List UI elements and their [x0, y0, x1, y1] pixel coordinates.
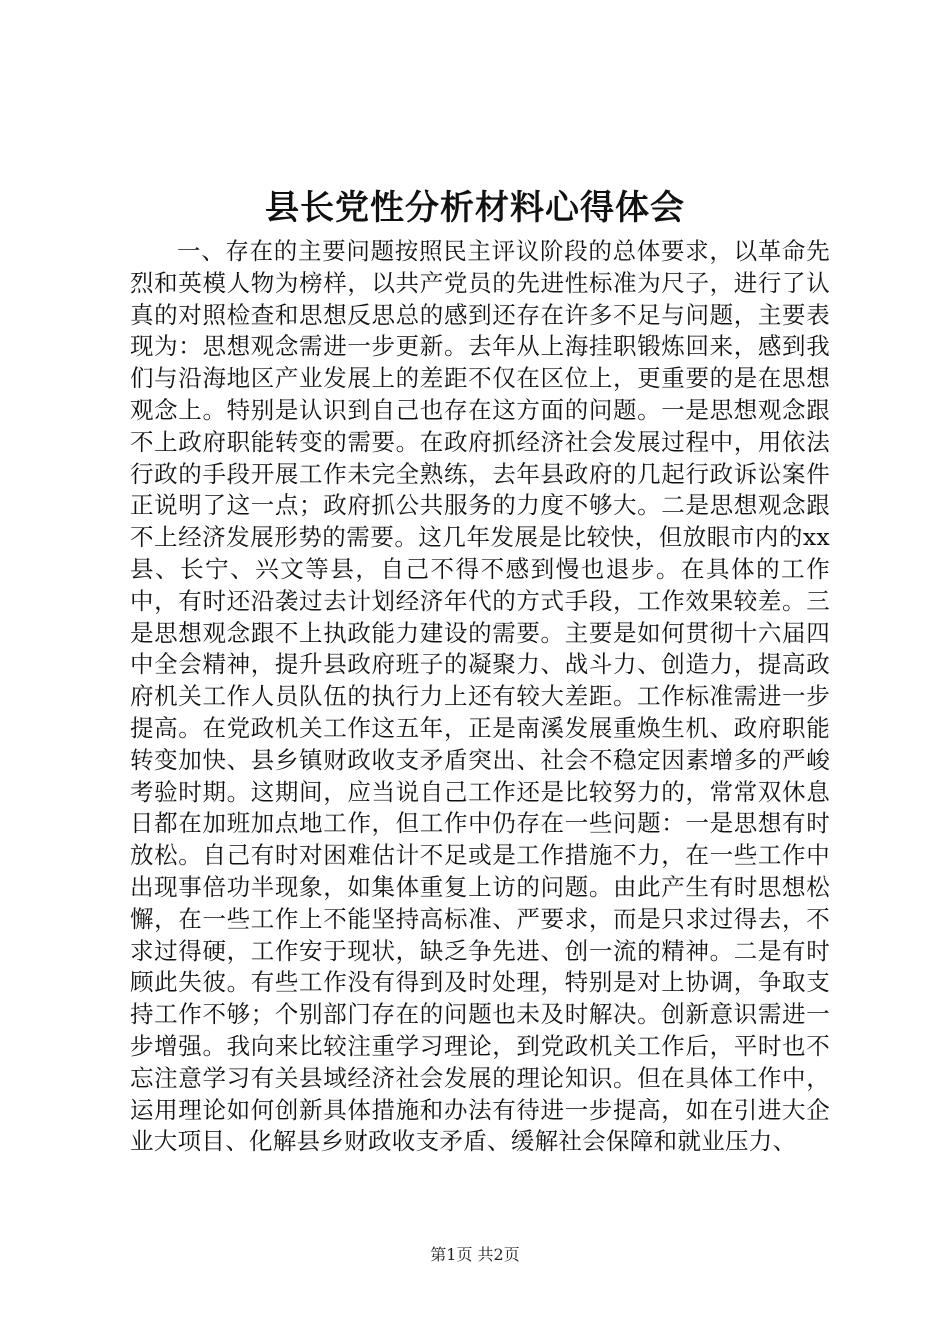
document-title: 县长党性分析材料心得体会	[265, 188, 685, 228]
document-body-paragraph: 一、存在的主要问题按照民主评议阶段的总体要求，以革命先烈和英模人物为榜样，以共产党员的先进性标准为尺子，进行了认真的对照检查和思想反思总的感到还存在许多不足与问题，主要表现为：思想观念需进一步更新。去年从上海挂职锻炼回来，感到我们与沿海地区产业发展上的差距不仅在区位上，更重要的是在思想观念上。特别是认识到自己也存在这方面的问题。一是思想观念跟不上政府职能转变的需要。在政府抓经济社会发展过程中，用依法行政的手段开展工作未完全熟练，去年县政府的几起行政诉讼案件正说明了这一点；政府抓公共服务的力度不够大。二是思想观念跟不上经济发展形势的需要。这几年发展是比较快，但放眼市内的xx县、长宁、兴文等县，自己不得不感到慢也退步。在具体的工作中，有时还沿袭过去计划经济年代的方式手段，工作效果较差。三是思想观念跟不上执政能力建设的需要。主要是如何贯彻十六届四中全会精神，提升县政府班子的凝聚力、战斗力、创造力，提高政府机关工作人员队伍的执行力上还有较大差距。工作标准需进一步提高。在党政机关工作这五年，正是南溪发展重焕生机、政府职能转变加快、县乡镇财政收支矛盾突出、社会不稳定因素增多的严峻考验时期。这期间，应当说自己工作还是比较努力的，常常双休息日都在加班加点地工作，但工作中仍存在一些问题：一是思想有时放松。自己有时对困难估计不足或是工作措施不力，在一些工作中出现事倍功半现象，如集体重复上访的问题。由此产生有时思想松懈，在一些工作上不能坚持高标准、严要求，而是只求过得去，不求过得硬，工作安于现状，缺乏争先进、创一流的精神。二是有时顾此失彼。有些工作没有得到及时处理，特别是对上协调，争取支持工作不够；个别部门存在的问题也未及时解决。创新意识需进一步增强。我向来比较注重学习理论，到党政机关工作后，平时也不忘注意学习有关县域经济社会发展的理论知识。但在具体工作中，运用理论如何创新具体措施和办法有待进一步提高，如在引进大企业大项目、化解县乡财政收支矛盾、缓解社会保障和就业压力、	[130, 237, 830, 1156]
page-number-footer: 第1页 共2页	[430, 1245, 520, 1264]
